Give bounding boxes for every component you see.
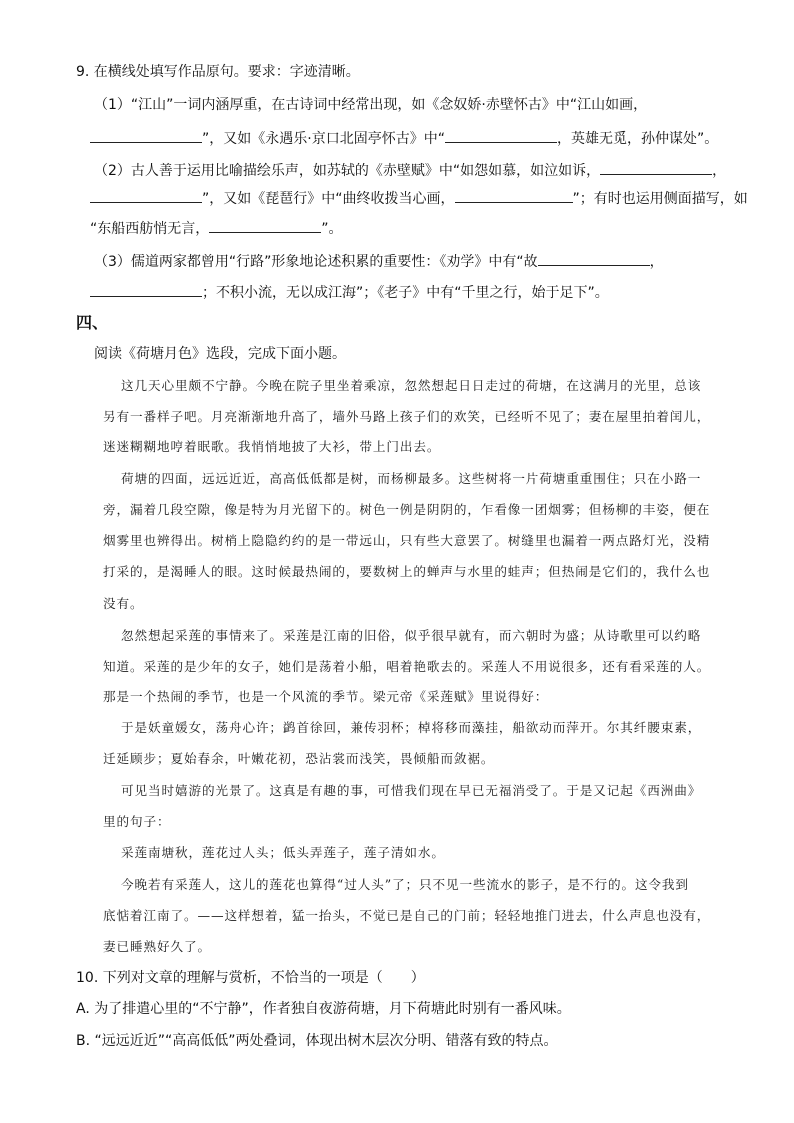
passage-line: 忽然想起采莲的事情来了。采莲是江南的旧俗，似乎很早就有，而六朝时为盛；从诗歌里可以约略 (121, 628, 702, 643)
answer-blank[interactable] (209, 218, 321, 233)
question-9-part3-line2 (90, 282, 609, 303)
question-text: ”；有时也运用侧面描写，如 (572, 191, 748, 207)
passage-line: 今晚若有采莲人，这儿的莲花也算得“过人头”了；只不见一些流水的影子，是不行的。这令我到 (121, 877, 689, 892)
answer-blank[interactable] (90, 128, 202, 143)
option-b[interactable]: B. “远远近近”“高高低低”两处叠词，体现出树木层次分明、错落有致的特点。 (76, 1033, 558, 1049)
answer-blank[interactable] (90, 282, 202, 297)
reading-instruction: 阅读《荷塘月色》选段，完成下面小题。 (94, 346, 346, 362)
answer-blank[interactable] (455, 188, 573, 203)
question-9-part2-line1 (94, 160, 726, 181)
option-a[interactable]: A. 为了排遣心里的“不宁静”，作者独自夜游荷塘，月下荷塘此时别有一番风味。 (76, 1001, 571, 1017)
passage-quote-line: 采莲南塘秋，莲花过人头；低头弄莲子，莲子清如水。 (121, 845, 445, 860)
answer-blank[interactable] (538, 251, 650, 266)
passage-line: 旁，漏着几段空隙，像是特为月光留下的。树色一例是阴阴的，乍看像一团烟雾；但杨柳的丰姿，便在 (103, 502, 711, 517)
question-9-part2-line2 (90, 188, 748, 209)
question-9-part2-line3 (90, 218, 343, 239)
question-text: ”，又如《永遇乐·京口北固亭怀古》中“ (202, 131, 445, 147)
passage-line: 另有一番样子吧。月亮渐渐地升高了，墙外马路上孩子们的欢笑，已经听不见了；妻在屋里拍着闰儿， (103, 409, 711, 424)
passage-line: 烟雾里也辨得出。树梢上隐隐约约的是一带远山，只有些大意罢了。树缝里也漏着一两点路灯光，没精 (103, 533, 711, 548)
answer-blank[interactable] (600, 160, 712, 175)
passage-line: 那是一个热闹的季节，也是一个风流的季节。梁元帝《采莲赋》里说得好： (103, 689, 549, 704)
passage-quote-line: 于是妖童媛女，荡舟心许；鹢首徐回，兼传羽杯；棹将移而藻挂，船欲动而萍开。尔其纤腰束素， (121, 720, 702, 735)
answer-blank[interactable] (90, 188, 202, 203)
passage-line: 这几天心里颇不宁静。今晚在院子里坐着乘凉，忽然想起日日走过的荷塘，在这满月的光里，总该 (121, 378, 702, 393)
passage-line: 没有。 (103, 596, 144, 611)
question-10-stem: 10. 下列对文章的理解与赏析，不恰当的一项是（ ） (76, 970, 425, 986)
question-9-part1-line1: （1）“江山”一词内涵厚重，在古诗词中经常出现，如《念奴娇·赤壁怀古》中“江山如画， (94, 97, 648, 113)
passage-line: 荷塘的四面，远远近近，高高低低都是树，而杨柳最多。这些树将一片荷塘重重围住；只在小路一 (121, 471, 702, 486)
question-text: ， (712, 163, 727, 179)
question-9-part1-line2 (90, 128, 718, 149)
passage-line: 知道。采莲的是少年的女子，她们是荡着小船，唱着艳歌去的。采莲人不用说很多，还有看采莲的人。 (103, 659, 711, 674)
question-9-part3-line1 (94, 251, 664, 272)
passage-line: 迷迷糊糊地哼着眠歌。我悄悄地披了大衫，带上门出去。 (103, 439, 441, 454)
question-text: “东船西舫悄无言， (90, 221, 210, 237)
passage-line: 底惦着江南了。——这样想着，猛一抬头，不觉已是自己的门前；轻轻地推门进去，什么声息也没有， (103, 908, 711, 923)
question-text: （3）儒道两家都曾用“行路”形象地论述积累的重要性：《劝学》中有“故 (94, 254, 538, 270)
question-text: ，英雄无觅，孙仲谋处”。 (556, 131, 719, 147)
question-text: ”，又如《琵琶行》中“曲终收拨当心画， (202, 191, 455, 207)
question-9-title: 9. 在横线处填写作品原句。要求：字迹清晰。 (76, 64, 360, 80)
passage-line: 里的句子： (103, 814, 171, 829)
passage-line: 可见当时嬉游的光景了。这真是有趣的事，可惜我们现在早已无福消受了。于是又记起《西洲曲》 (121, 783, 702, 798)
question-text: （2）古人善于运用比喻描绘乐声，如苏轼的《赤壁赋》中“如怨如慕，如泣如诉， (94, 163, 601, 179)
section-heading: 四、 (76, 313, 109, 332)
question-text: ， (649, 254, 664, 270)
question-text: ；不积小流，无以成江海”；《老子》中有“千里之行，始于足下”。 (202, 285, 609, 301)
answer-blank[interactable] (445, 128, 557, 143)
passage-quote-line: 迁延顾步；夏始春余，叶嫩花初，恐沾裳而浅笑，畏倾船而敛裾。 (103, 751, 495, 766)
passage-line: 妻已睡熟好久了。 (103, 939, 211, 954)
passage-line: 打采的，是渴睡人的眼。这时候最热闹的，要数树上的蝉声与水里的蛙声；但热闹是它们的，我什么也 (103, 564, 711, 579)
question-text: ”。 (321, 221, 343, 237)
